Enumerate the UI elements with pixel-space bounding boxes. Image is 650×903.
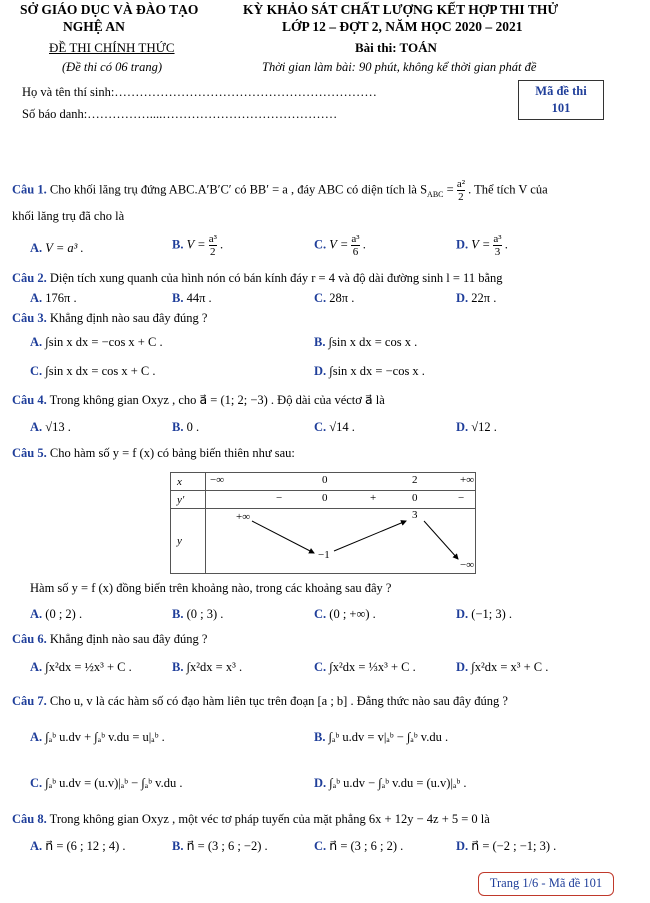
table-arrows — [206, 509, 482, 573]
table-y-max: 3 — [412, 509, 418, 521]
exam-code-label: Mã đề thi — [535, 84, 587, 98]
exam-class: LỚP 12 – ĐỢT 2, NĂM HỌC 2020 – 2021 — [282, 19, 523, 34]
q7-option-d[interactable]: D. ∫ₐᵇ u.dv − ∫ₐᵇ v.du = (u.v)|ₐᵇ . — [314, 776, 467, 790]
table-x-neg-inf: −∞ — [210, 474, 225, 486]
q3-option-a[interactable]: A. ∫sin x dx = −cos x + C . — [30, 335, 163, 349]
question-5: Câu 5. Cho hàm số y = f (x) có bảng biến thiên như sau: — [12, 446, 295, 460]
q5-option-a[interactable]: A. (0 ; 2) . — [30, 607, 83, 621]
q6-option-d[interactable]: D. ∫x²dx = x³ + C . — [456, 660, 549, 674]
candidate-id-field: Số báo danh:……………....…………………………………… — [22, 107, 338, 121]
question-1: Câu 1. Cho khối lăng trụ đứng ABC.A′B′C′ có BB′ = a , đáy ABC có diện tích là $S_{ABC}$ = $\frac{\text{a²}}{2}$ . Thể tích V của — [12, 178, 548, 203]
q3-option-d[interactable]: D. ∫sin x dx = −cos x . — [314, 364, 425, 378]
q1-option-a[interactable]: A. V = a³ . — [30, 241, 84, 255]
time-note: Thời gian làm bài: 90 phút, không kể thời gian phát đề — [262, 60, 537, 74]
exam-code-value: 101 — [551, 101, 571, 115]
q7-option-a[interactable]: A. ∫ₐᵇ u.dv + ∫ₐᵇ v.du = u|ₐᵇ . — [30, 730, 165, 744]
q2-option-c[interactable]: C. 28π . — [314, 291, 355, 305]
q4-option-b[interactable]: B. 0 . — [172, 420, 200, 434]
official-label: ĐỀ THI CHÍNH THỨC — [49, 40, 175, 55]
question-2: Câu 2. Diện tích xung quanh của hình nón có bán kính đáy r = 4 và độ dài đường sinh l = 11 bằng — [12, 271, 503, 285]
table-sign-1: − — [276, 492, 283, 504]
table-x-0: 0 — [322, 474, 328, 486]
subject-label: Bài thi: TOÁN — [355, 40, 437, 55]
q6-option-a[interactable]: A. ∫x²dx = ½x³ + C . — [30, 660, 132, 674]
question-7: Câu 7. Cho u, v là các hàm số có đạo hàm liên tục trên đoạn [a ; b] . Đẳng thức nào sau đây đúng ? — [12, 694, 508, 708]
question-4: Câu 4. Trong không gian Oxyz , cho a⃗ = (1; 2; −3) . Độ dài của véctơ a⃗ là — [12, 393, 385, 407]
q5-option-b[interactable]: B. (0 ; 3) . — [172, 607, 224, 621]
candidate-name-field: Họ và tên thí sinh:……………………………………………………… — [22, 85, 377, 99]
table-y-top-left: +∞ — [236, 511, 251, 523]
q6-option-c[interactable]: C. ∫x²dx = ⅓x³ + C . — [314, 660, 416, 674]
q3-option-b[interactable]: B. ∫sin x dx = cos x . — [314, 335, 418, 349]
province-name: NGHỆ AN — [63, 19, 125, 34]
q2-option-d[interactable]: D. 22π . — [456, 291, 497, 305]
table-sign-3: − — [458, 492, 465, 504]
q1-option-b[interactable]: B. V = $\frac{\text{a³}}{2}$ . — [172, 233, 224, 258]
q1-option-c[interactable]: C. V = $\frac{\text{a³}}{6}$ . — [314, 233, 366, 258]
table-y-label: y — [171, 509, 206, 574]
q8-option-d[interactable]: D. n⃗ = (−2 ; −1; 3) . — [456, 839, 557, 853]
table-x-label: x — [171, 473, 206, 491]
table-y-min: −1 — [318, 549, 330, 561]
q7-option-c[interactable]: C. ∫ₐᵇ u.dv = (u.v)|ₐᵇ − ∫ₐᵇ v.du . — [30, 776, 183, 790]
table-y-bottom-right: −∞ — [460, 559, 475, 571]
q4-option-c[interactable]: C. √14 . — [314, 420, 355, 434]
decrease-arrow-1 — [252, 521, 314, 553]
q2-option-a[interactable]: A. 176π . — [30, 291, 77, 305]
question-3: Câu 3. Khẳng định nào sau đây đúng ? — [12, 311, 208, 325]
q6-option-b[interactable]: B. ∫x²dx = x³ . — [172, 660, 243, 674]
q8-option-a[interactable]: A. n⃗ = (6 ; 12 ; 4) . — [30, 839, 126, 853]
question-6: Câu 6. Khẳng định nào sau đây đúng ? — [12, 632, 208, 646]
page-footer: Trang 1/6 - Mã đề 101 — [478, 872, 614, 896]
q1-option-d[interactable]: D. V = $\frac{\text{a³}}{3}$ . — [456, 233, 508, 258]
q7-option-b[interactable]: B. ∫ₐᵇ u.dv = v|ₐᵇ − ∫ₐᵇ v.du . — [314, 730, 449, 744]
question-5-cont: Hàm số y = f (x) đồng biến trên khoảng nào, trong các khoảng sau đây ? — [30, 581, 392, 595]
decrease-arrow-2 — [424, 521, 458, 559]
q8-option-b[interactable]: B. n⃗ = (3 ; 6 ; −2) . — [172, 839, 268, 853]
table-x-pos-inf: +∞ — [460, 474, 475, 486]
q3-option-c[interactable]: C. ∫sin x dx = cos x + C . — [30, 364, 156, 378]
variation-table — [170, 472, 476, 574]
question-8: Câu 8. Trong không gian Oxyz , một véc tơ pháp tuyến của mặt phẳng 6x + 12y − 4z + 5 = 0 là — [12, 812, 490, 826]
q2-option-b[interactable]: B. 44π . — [172, 291, 212, 305]
table-zero-1: 0 — [322, 492, 328, 504]
table-sign-2: + — [370, 492, 377, 504]
increase-arrow — [334, 521, 406, 551]
q5-option-d[interactable]: D. (−1; 3) . — [456, 607, 513, 621]
pages-note: (Đề thi có 06 trang) — [62, 60, 162, 74]
exam-code-box — [518, 80, 604, 120]
question-1-cont: khối lăng trụ đã cho là — [12, 209, 125, 223]
q4-option-a[interactable]: A. √13 . — [30, 420, 71, 434]
exam-title: KỲ KHẢO SÁT CHẤT LƯỢNG KẾT HỢP THI THỬ — [243, 2, 559, 17]
department-name: SỞ GIÁO DỤC VÀ ĐÀO TẠO — [20, 2, 199, 17]
table-x-2: 2 — [412, 474, 418, 486]
q5-option-c[interactable]: C. (0 ; +∞) . — [314, 607, 376, 621]
table-zero-2: 0 — [412, 492, 418, 504]
q8-option-c[interactable]: C. n⃗ = (3 ; 6 ; 2) . — [314, 839, 404, 853]
q4-option-d[interactable]: D. √12 . — [456, 420, 497, 434]
table-yprime-label: y′ — [171, 491, 206, 509]
